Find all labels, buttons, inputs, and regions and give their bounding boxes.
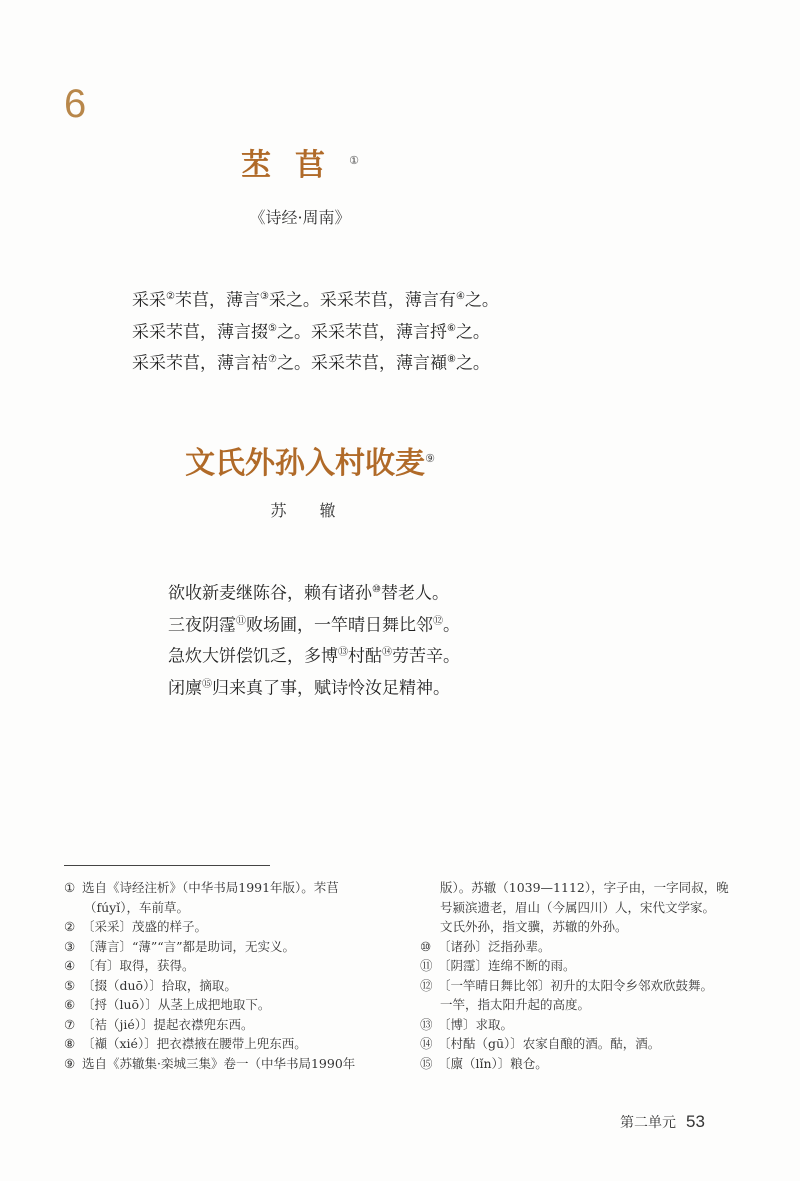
footnote-text: （fúyǐ），车前草。	[84, 899, 189, 915]
footnote-num: ⑬	[420, 1016, 433, 1032]
footnote	[64, 917, 384, 937]
footnote	[64, 898, 384, 918]
footnote	[420, 937, 750, 957]
footnote	[420, 878, 750, 898]
poem1-line: 采采②芣苢，薄言③采之。采采芣苢，薄言有④之。	[132, 290, 499, 311]
footnote-num: ⑥	[64, 997, 76, 1012]
footnote-text: 文氏外孙，指文骥，苏辙的外孙。	[440, 919, 628, 934]
footnote-text: 〔诸孙〕泛指孙辈。	[438, 938, 551, 954]
poem1-title	[0, 140, 600, 184]
footnote-num: ⑧	[64, 1036, 76, 1051]
footnote-text: 选自《诗经注析》（中华书局1991年版）。芣苢	[82, 880, 339, 895]
poem2-title-text: 文氏外孙入村收麦	[185, 446, 426, 481]
footnote-num: ⑤	[64, 977, 76, 993]
poem2-line: 欲收新麦继陈谷，赖有诸孙⑩替老人。	[168, 583, 449, 604]
footnote-text: 版）。苏辙（1039—1112），字子由，一字同叔，晚	[440, 880, 729, 895]
footnote	[64, 937, 384, 957]
footnote-num: ⑨	[64, 1055, 76, 1071]
footnote-text: 〔阴霪〕连绵不断的雨。	[438, 958, 576, 973]
poem2-title	[0, 438, 620, 482]
poem1-line: 采采芣苢，薄言掇⑤之。采采芣苢，薄言捋⑥之。	[132, 322, 490, 343]
footnote-text: 选自《苏辙集·栾城三集》卷一（中华书局1990年	[82, 1055, 356, 1071]
footnote-num: ⑭	[420, 1036, 433, 1051]
footnote	[420, 976, 750, 996]
footnote-divider	[64, 865, 270, 866]
footnote-num: ⑦	[64, 1016, 76, 1032]
footnote-text: 〔薄言〕“薄”“言”都是助词，无实义。	[82, 938, 296, 954]
poem2-line: 闭廪⑮归来真了事，赋诗怜汝足精神。	[168, 678, 450, 699]
poem1-body	[132, 283, 499, 378]
footnote-text: 〔博〕求取。	[438, 1016, 514, 1032]
poem1-title-note: ①	[349, 154, 359, 167]
footnote-text: 〔袺（jié）〕提起衣襟兜东西。	[82, 1016, 254, 1032]
footnote	[420, 995, 750, 1015]
poem2-author: 苏 辙	[270, 501, 350, 520]
footnote	[420, 1054, 750, 1074]
footnote-num: ⑮	[420, 1055, 433, 1071]
footnote-num: ②	[64, 919, 76, 934]
page-footer	[620, 1112, 705, 1132]
footnote-num: ④	[64, 958, 76, 973]
footnote	[64, 878, 384, 898]
footnote-text: 〔掇（duō）〕拾取，摘取。	[82, 977, 237, 993]
footnote-text: 〔有〕取得，获得。	[82, 958, 195, 973]
poem2-line: 三夜阴霪⑪败场圃，一竿晴日舞比邻⑫。	[168, 615, 460, 636]
poem2-line: 急炊大饼偿饥乏，多博⑬村酤⑭劳苦辛。	[168, 646, 460, 667]
footnote-text: 一竿，指太阳升起的高度。	[440, 997, 591, 1012]
footnote	[64, 1015, 384, 1035]
footnote	[64, 1034, 384, 1054]
unit-label: 第二单元	[620, 1114, 676, 1130]
footnote-num: ⑫	[420, 977, 433, 993]
footnote-text: 〔捋（luō）〕从茎上成把地取下。	[82, 997, 271, 1012]
footnote	[420, 1015, 750, 1035]
footnote	[64, 976, 384, 996]
poem2-title-note: ⑨	[425, 452, 435, 465]
footnote-num: ③	[64, 938, 76, 954]
poem1-title-text: 苤苢	[241, 148, 350, 183]
footnote	[420, 917, 750, 937]
footnote-text: 〔采采〕茂盛的样子。	[82, 919, 208, 934]
footnotes-right	[420, 878, 750, 1073]
footnote	[64, 956, 384, 976]
poem1-line: 采采芣苢，薄言袺⑦之。采采芣苢，薄言襭⑧之。	[132, 353, 490, 374]
footnote-text: 〔村酤（gū）〕农家自酿的酒。酤，酒。	[438, 1036, 661, 1051]
footnote-num: ⑩	[420, 938, 432, 954]
footnote-num: ⑪	[420, 958, 433, 973]
footnote	[64, 1054, 384, 1074]
poem1-source: 《诗经·周南》	[249, 208, 351, 227]
footnote	[420, 956, 750, 976]
footnote-text: 〔廪（lǐn）〕粮仓。	[438, 1055, 548, 1071]
footnote	[420, 1034, 750, 1054]
footnote-text: 〔一竿晴日舞比邻〕初升的太阳令乡邻欢欣鼓舞。	[438, 977, 714, 993]
footnote-text: 〔襭（xié）〕把衣襟掖在腰带上兜东西。	[82, 1036, 307, 1051]
footnote	[420, 898, 750, 918]
footnotes-left	[64, 878, 384, 1073]
footnote-text: 号颍滨遗老，眉山（今属四川）人，宋代文学家。	[440, 899, 716, 915]
footnote-num: ①	[64, 880, 76, 895]
poem2-body	[168, 576, 460, 703]
lesson-number: 6	[64, 82, 87, 126]
footnote	[64, 995, 384, 1015]
page-number: 53	[686, 1112, 705, 1131]
